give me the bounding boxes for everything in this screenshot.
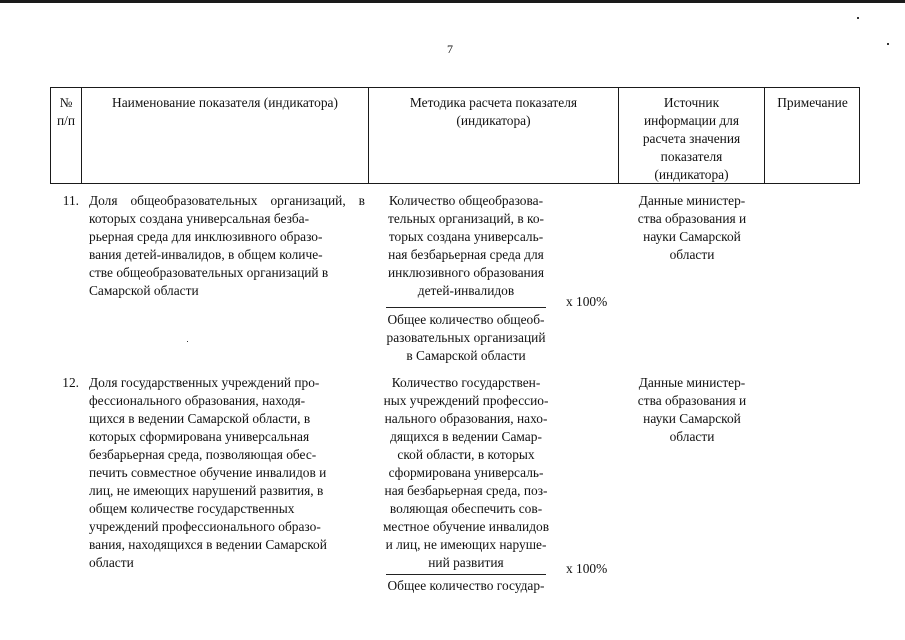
indicator-name: Доля общеобразовательных организаций, в которых создана универсальная безба- рьерная среда для инклюзивного образо- вания детей-инвалидов, в общем количе- стве общеобразовательных организаций в Самарской области <box>89 193 365 298</box>
indicator-name: Доля государственных учреждений про- фессионального образования, находя- щихся в ведении Самарской области, в которых сформирована универсальная безбарьерная среда, позволяющая обес- печить совместное обучение инвалидов и лиц, не имеющих нарушений развития, в общем количестве государственных учреждений профессионального образо- вания, находящихся в ведении Самарской области <box>89 375 327 570</box>
formula-multiplier: х 100% <box>566 561 608 576</box>
header-method: Методика расчета показателя (индикатора) <box>409 95 578 128</box>
formula-numerator: Количество государствен- ных учреждений профессио- нального образования, нахо- дящихся в ведении Самар- ской области, в которых сформирована универсаль- ная безбарьерная среда, поз- воляющая обеспечить сов- местное обучение инвалидов и лиц, не имеющих наруше- ний развития <box>382 375 550 570</box>
fraction-line <box>386 574 546 575</box>
formula-denominator: Общее количество общеоб- разовательных организаций в Самарской области <box>386 312 546 363</box>
fraction-line <box>386 307 546 308</box>
row-number: 12. <box>62 375 79 390</box>
page-number: 7 <box>447 42 453 56</box>
scan-top-edge <box>0 0 905 3</box>
header-source: Источник информации для расчета значения показателя (индикатора) <box>642 95 741 182</box>
table-header <box>50 87 860 184</box>
data-source: Данные министер- ства образования и науки Самарской области <box>637 193 747 262</box>
scan-speck <box>857 17 859 19</box>
header-num: № п/п <box>56 95 76 128</box>
scan-speck <box>187 341 188 342</box>
formula-denominator: Общее количество государ- <box>387 578 545 593</box>
row-number: 11. <box>62 193 79 208</box>
scan-speck <box>887 43 889 45</box>
header-note: Примечание <box>777 95 848 110</box>
data-source: Данные министер- ства образования и науки Самарской области <box>637 375 747 444</box>
formula-multiplier: х 100% <box>566 294 608 309</box>
header-name: Наименование показателя (индикатора) <box>112 95 338 110</box>
formula-numerator: Количество общеобразова- тельных организаций, в ко- торых создана универсаль- ная безбарьерная среда для инклюзивного образования детей-инвалидов <box>387 193 545 298</box>
